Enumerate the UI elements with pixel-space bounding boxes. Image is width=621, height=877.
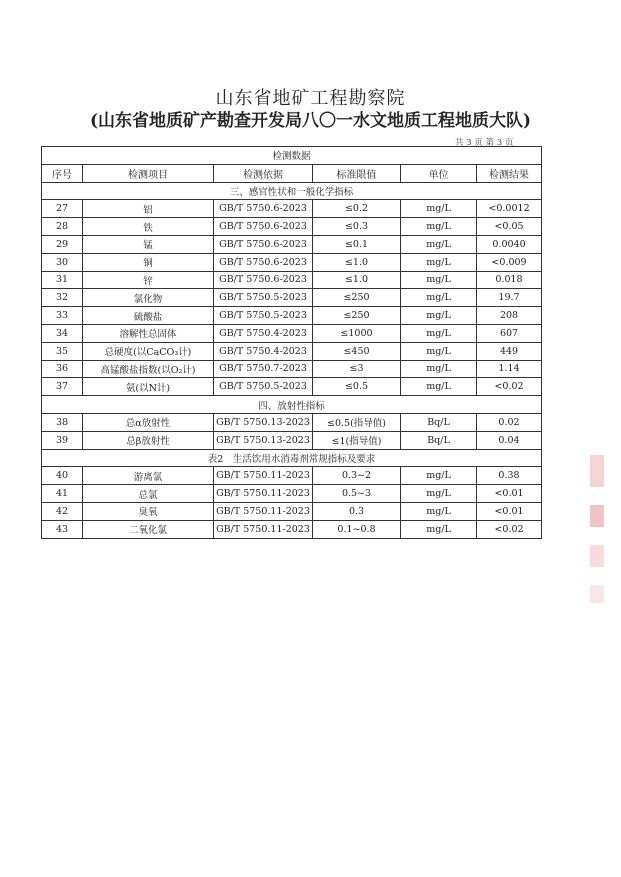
table-row (42, 485, 542, 503)
row-number-cell: 35 (42, 342, 83, 360)
test-result-cell: 1.14 (477, 360, 542, 378)
column-header-item: 检测项目 (83, 164, 214, 182)
table-row (42, 289, 542, 307)
row-number-cell: 32 (42, 289, 83, 307)
standard-limit-cell: ≤250 (313, 289, 401, 307)
unit-cell: mg/L (401, 502, 477, 520)
test-item-cell: 总α放射性 (83, 413, 214, 431)
table-row (42, 360, 542, 378)
unit-cell: Bq/L (401, 431, 477, 449)
standard-limit-cell: ≤450 (313, 342, 401, 360)
standard-limit-cell: ≤0.3 (313, 218, 401, 236)
section-header-row (42, 182, 542, 200)
test-item-cell: 锰 (83, 235, 214, 253)
test-result-cell: <0.02 (477, 378, 542, 396)
standard-limit-cell: 0.5~3 (313, 485, 401, 503)
column-header-basis: 检测依据 (214, 164, 313, 182)
row-number-cell: 39 (42, 431, 83, 449)
row-number-cell: 30 (42, 253, 83, 271)
row-number-cell: 36 (42, 360, 83, 378)
radioactivity-rows (42, 413, 542, 449)
test-item-cell: 氯化物 (83, 289, 214, 307)
standard-limit-cell: ≤1.0 (313, 271, 401, 289)
table-row (42, 467, 542, 485)
column-header-no: 序号 (42, 164, 83, 182)
standard-limit-cell: ≤0.2 (313, 200, 401, 218)
row-number-cell: 28 (42, 218, 83, 236)
test-result-cell: 607 (477, 324, 542, 342)
table-row (42, 253, 542, 271)
sensory-rows (42, 200, 542, 396)
row-number-cell: 33 (42, 307, 83, 325)
unit-cell: mg/L (401, 324, 477, 342)
unit-cell: mg/L (401, 271, 477, 289)
row-number-cell: 27 (42, 200, 83, 218)
test-result-cell: 449 (477, 342, 542, 360)
table-row (42, 378, 542, 396)
red-seal-fragment (590, 455, 604, 487)
standard-limit-cell: ≤0.5 (313, 378, 401, 396)
section-header-row (42, 396, 542, 414)
test-item-cell: 二氧化氯 (83, 520, 214, 538)
test-result-cell: 0.04 (477, 431, 542, 449)
standard-limit-cell: ≤250 (313, 307, 401, 325)
standard-limit-cell: ≤3 (313, 360, 401, 378)
test-basis-cell: GB/T 5750.11-2023 (214, 485, 313, 503)
test-basis-cell: GB/T 5750.13-2023 (214, 413, 313, 431)
test-item-cell: 锌 (83, 271, 214, 289)
page-number-info: 共 3 页 第 3 页 (455, 138, 514, 148)
test-result-cell: 0.02 (477, 413, 542, 431)
table-row (42, 342, 542, 360)
table-row (42, 235, 542, 253)
disinfectant-rows (42, 467, 542, 538)
test-result-cell: <0.0012 (477, 200, 542, 218)
row-number-cell: 29 (42, 235, 83, 253)
test-item-cell: 总氯 (83, 485, 214, 503)
standard-limit-cell: 0.3~2 (313, 467, 401, 485)
standard-limit-cell: ≤1000 (313, 324, 401, 342)
unit-cell: mg/L (401, 200, 477, 218)
test-basis-cell: GB/T 5750.6-2023 (214, 271, 313, 289)
section-title-disinfectant: 表2 生活饮用水消毒剂常规指标及要求 (42, 449, 542, 467)
test-basis-cell: GB/T 5750.6-2023 (214, 235, 313, 253)
red-seal-fragment (590, 505, 604, 527)
test-item-cell: 臭氧 (83, 502, 214, 520)
org-subtitle: (山东省地质矿产勘查开发局八〇一水文地质工程地质大队) (89, 111, 532, 131)
test-basis-cell: GB/T 5750.11-2023 (214, 520, 313, 538)
table-row (42, 324, 542, 342)
standard-limit-cell: 0.3 (313, 502, 401, 520)
test-item-cell: 总硬度(以CaCO₃计) (83, 342, 214, 360)
red-seal-fragment (590, 545, 604, 567)
column-header-row (42, 164, 542, 182)
unit-cell: mg/L (401, 235, 477, 253)
unit-cell: mg/L (401, 218, 477, 236)
test-basis-cell: GB/T 5750.5-2023 (214, 307, 313, 325)
red-seal-fragment (590, 585, 604, 603)
test-result-cell: 0.018 (477, 271, 542, 289)
test-basis-cell: GB/T 5750.7-2023 (214, 360, 313, 378)
standard-limit-cell: ≤0.1 (313, 235, 401, 253)
unit-cell: mg/L (401, 467, 477, 485)
table-row (42, 431, 542, 449)
test-result-cell: 208 (477, 307, 542, 325)
row-number-cell: 41 (42, 485, 83, 503)
column-header-limit: 标准限值 (313, 164, 401, 182)
test-item-cell: 游离氯 (83, 467, 214, 485)
test-basis-cell: GB/T 5750.6-2023 (214, 253, 313, 271)
test-item-cell: 总β放射性 (83, 431, 214, 449)
test-item-cell: 高锰酸盐指数(以O₂计) (83, 360, 214, 378)
section-title-sensory: 三、感官性状和一般化学指标 (42, 182, 542, 200)
unit-cell: mg/L (401, 307, 477, 325)
standard-limit-cell: ≤1(指导值) (313, 431, 401, 449)
unit-cell: mg/L (401, 289, 477, 307)
row-number-cell: 43 (42, 520, 83, 538)
unit-cell: mg/L (401, 342, 477, 360)
test-basis-cell: GB/T 5750.6-2023 (214, 218, 313, 236)
org-name: 山东省地矿工程勘察院 (215, 88, 406, 109)
column-header-unit: 单位 (401, 164, 477, 182)
test-item-cell: 铜 (83, 253, 214, 271)
test-basis-cell: GB/T 5750.5-2023 (214, 289, 313, 307)
unit-cell: Bq/L (401, 413, 477, 431)
standard-limit-cell: ≤0.5(指导值) (313, 413, 401, 431)
unit-cell: mg/L (401, 520, 477, 538)
test-basis-cell: GB/T 5750.11-2023 (214, 467, 313, 485)
test-result-cell: 0.38 (477, 467, 542, 485)
test-basis-cell: GB/T 5750.4-2023 (214, 324, 313, 342)
test-data-table (41, 146, 542, 539)
test-result-cell: <0.02 (477, 520, 542, 538)
test-result-cell: 0.0040 (477, 235, 542, 253)
test-basis-cell: GB/T 5750.13-2023 (214, 431, 313, 449)
test-result-cell: <0.009 (477, 253, 542, 271)
test-result-cell: <0.01 (477, 502, 542, 520)
table-caption: 检测数据 (42, 147, 542, 165)
test-item-cell: 氨(以N计) (83, 378, 214, 396)
table-row (42, 200, 542, 218)
table-row (42, 218, 542, 236)
test-item-cell: 硫酸盐 (83, 307, 214, 325)
row-number-cell: 37 (42, 378, 83, 396)
table-row (42, 271, 542, 289)
section-title-radioactivity: 四、放射性指标 (42, 396, 542, 414)
row-number-cell: 42 (42, 502, 83, 520)
test-item-cell: 溶解性总固体 (83, 324, 214, 342)
standard-limit-cell: ≤1.0 (313, 253, 401, 271)
column-header-result: 检测结果 (477, 164, 542, 182)
unit-cell: mg/L (401, 485, 477, 503)
table-row (42, 520, 542, 538)
section-header-row (42, 449, 542, 467)
standard-limit-cell: 0.1~0.8 (313, 520, 401, 538)
table-row (42, 307, 542, 325)
test-basis-cell: GB/T 5750.4-2023 (214, 342, 313, 360)
test-result-cell: <0.01 (477, 485, 542, 503)
test-item-cell: 铝 (83, 200, 214, 218)
row-number-cell: 34 (42, 324, 83, 342)
test-result-cell: 19.7 (477, 289, 542, 307)
unit-cell: mg/L (401, 253, 477, 271)
test-basis-cell: GB/T 5750.6-2023 (214, 200, 313, 218)
row-number-cell: 38 (42, 413, 83, 431)
table-row (42, 413, 542, 431)
row-number-cell: 40 (42, 467, 83, 485)
unit-cell: mg/L (401, 360, 477, 378)
test-item-cell: 铁 (83, 218, 214, 236)
test-result-cell: <0.05 (477, 218, 542, 236)
unit-cell: mg/L (401, 378, 477, 396)
test-basis-cell: GB/T 5750.5-2023 (214, 378, 313, 396)
row-number-cell: 31 (42, 271, 83, 289)
table-row (42, 502, 542, 520)
test-basis-cell: GB/T 5750.11-2023 (214, 502, 313, 520)
